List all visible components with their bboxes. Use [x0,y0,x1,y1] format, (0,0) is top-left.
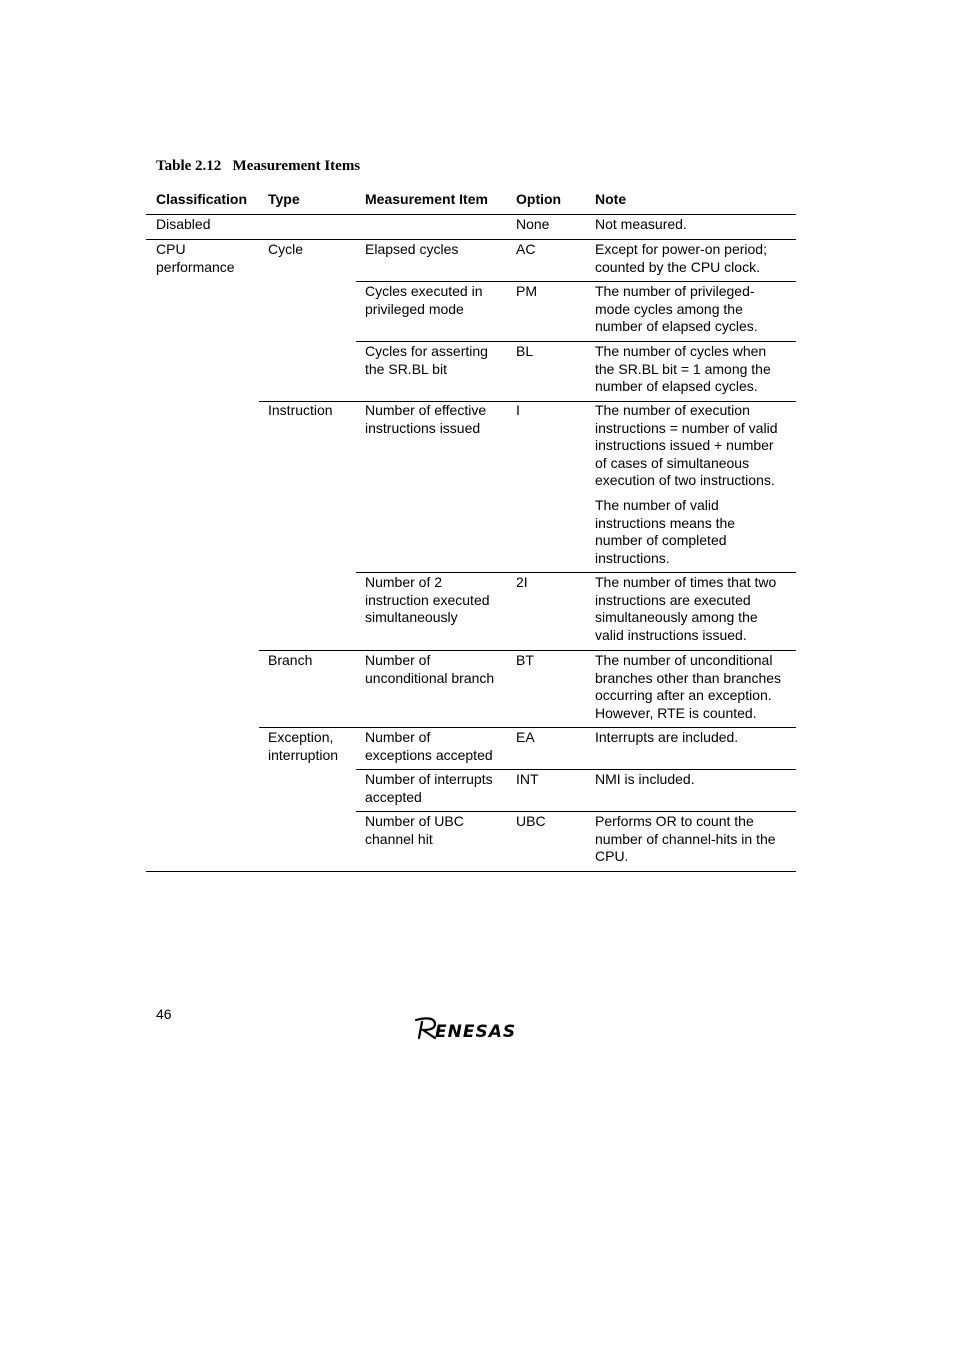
type-cycle: Cycle [268,241,304,257]
note-cell-continued: The number of valid instructions means the number of completed instructions. [595,497,736,566]
table-title: Measurement Items [232,158,361,174]
note-cell: The number of unconditional branches other than branches occurring after an exception. However, RTE is counted. [595,652,782,721]
classification-disabled: Disabled [156,216,211,232]
type-exception-interruption: Exception, interruption [268,729,339,763]
option-cell: PM [516,283,537,299]
row-divider [259,727,796,728]
option-cell: BL [516,343,534,359]
measurement-item-cell: Elapsed cycles [365,241,459,257]
row-divider [356,572,796,573]
measurement-item-cell: Cycles executed in privileged mode [365,283,483,317]
measurement-item-cell: Number of 2 instruction executed simultaneously [365,574,490,626]
row-divider [146,239,796,240]
note-cell: Interrupts are included. [595,729,739,745]
note-cell: Not measured. [595,216,687,232]
row-divider [356,769,796,770]
option-cell: I [516,402,520,418]
measurement-item-cell: Number of effective instructions issued [365,402,487,436]
renesas-logo [413,1016,535,1047]
measurement-item-cell: Number of interrupts accepted [365,771,493,805]
classification-cpu-performance: CPU performance [156,241,235,275]
option-cell: EA [516,729,535,745]
row-divider [356,811,796,812]
option-cell: 2I [516,574,528,590]
measurement-item-cell: Number of UBC channel hit [365,813,464,847]
header-rule [146,214,796,215]
note-cell: Performs OR to count the number of channel-hits in the CPU. [595,813,776,865]
note-cell: The number of times that two instructions are executed simultaneously among the valid instructions issued. [595,574,777,643]
table-caption [156,158,360,175]
table-bottom-rule [146,871,796,872]
page-number: 46 [156,1006,172,1022]
note-cell: NMI is included. [595,771,695,787]
measurement-item-cell: Cycles for asserting the SR.BL bit [365,343,488,377]
measurement-item-cell: Number of unconditional branch [365,652,495,686]
header-classification: Classification [156,191,248,207]
header-measurement-item: Measurement Item [365,191,488,207]
note-cell: The number of privileged- mode cycles among the number of elapsed cycles. [595,283,758,335]
note-cell: The number of cycles when the SR.BL bit = 1 among the number of elapsed cycles. [595,343,771,395]
table-number: Table 2.12 [156,158,222,174]
note-cell: The number of execution instructions = number of valid instructions issued + number of cases of simultaneous execution of two instructions. [595,402,778,489]
option-cell: None [516,216,550,232]
header-type: Type [268,191,300,207]
option-cell: INT [516,771,539,787]
row-divider [259,650,796,651]
header-option: Option [516,191,562,207]
type-instruction: Instruction [268,402,333,418]
note-cell: Except for power-on period; counted by the CPU clock. [595,241,767,275]
option-cell: BT [516,652,534,668]
option-cell: AC [516,241,536,257]
row-divider [356,341,796,342]
row-divider [356,281,796,282]
renesas-logo-mark [413,1016,535,1042]
option-cell: UBC [516,813,546,829]
header-note: Note [595,191,627,207]
svg-text:ENESAS: ENESAS [435,1022,517,1042]
measurement-item-cell: Number of exceptions accepted [365,729,493,763]
type-branch: Branch [268,652,313,668]
